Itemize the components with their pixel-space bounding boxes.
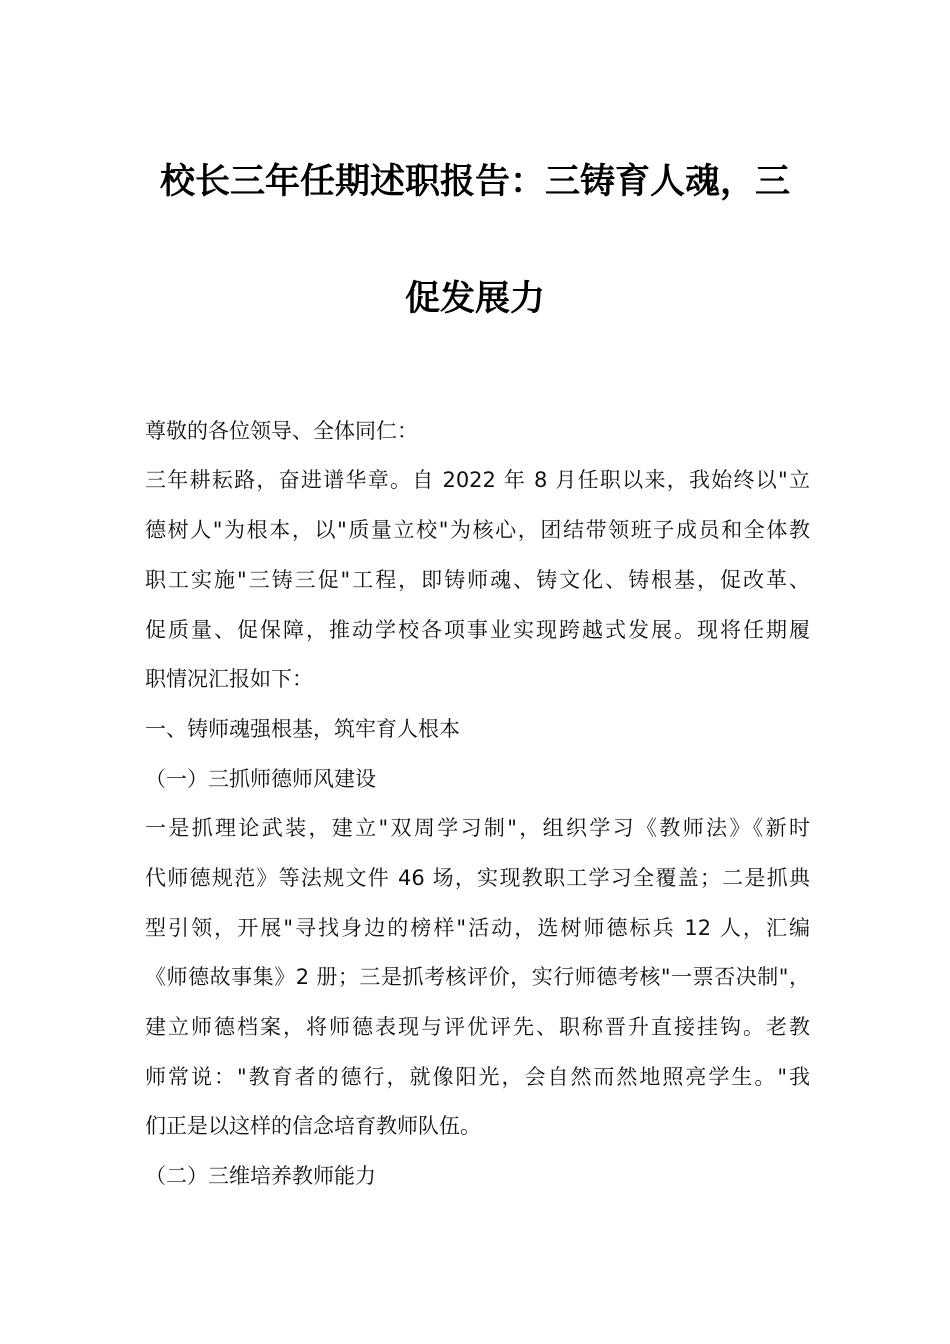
paragraph-line: 师常说："教育者的德行，就像阳光，会自然而然地照亮学生。"我 — [145, 1065, 810, 1089]
document-title-line-1: 校长三年任期述职报告：三铸育人魂，三 — [159, 161, 790, 202]
paragraph-line: 代师德规范》等法规文件 46 场，实现教职工学习全覆盖；二是抓典 — [145, 866, 810, 890]
paragraph-line: 型引领，开展"寻找身边的榜样"活动，选树师德标兵 12 人，汇编 — [145, 916, 810, 940]
salutation: 尊敬的各位领导、全体同仁： — [145, 419, 418, 443]
paragraph-line: 促质量、促保障，推动学校各项事业实现跨越式发展。现将任期履 — [145, 618, 810, 642]
paragraph-line: 德树人"为根本，以"质量立校"为核心，团结带领班子成员和全体教 — [145, 518, 810, 542]
paragraph-line: 《师德故事集》2 册；三是抓考核评价，实行师德考核"一票否决制"， — [145, 965, 810, 989]
document-title-line-2: 促发展力 — [404, 278, 545, 319]
subsection-heading: （二）三维培养教师能力 — [145, 1164, 376, 1188]
section-heading: 一、铸师魂强根基，筑牢育人根本 — [145, 717, 460, 741]
paragraph-line: 职工实施"三铸三促"工程，即铸师魂、铸文化、铸根基，促改革、 — [145, 568, 810, 592]
paragraph-line: 职情况汇报如下： — [145, 667, 313, 691]
paragraph-line: 一是抓理论武装，建立"双周学习制"，组织学习《教师法》《新时 — [145, 816, 810, 840]
subsection-heading: （一）三抓师德师风建设 — [145, 767, 376, 791]
paragraph-line: 三年耕耘路，奋进谱华章。自 2022 年 8 月任职以来，我始终以"立 — [145, 468, 810, 492]
paragraph-line: 们正是以这样的信念培育教师队伍。 — [145, 1114, 481, 1138]
paragraph-line: 建立师德档案，将师德表现与评优评先、职称晋升直接挂钩。老教 — [145, 1015, 810, 1039]
